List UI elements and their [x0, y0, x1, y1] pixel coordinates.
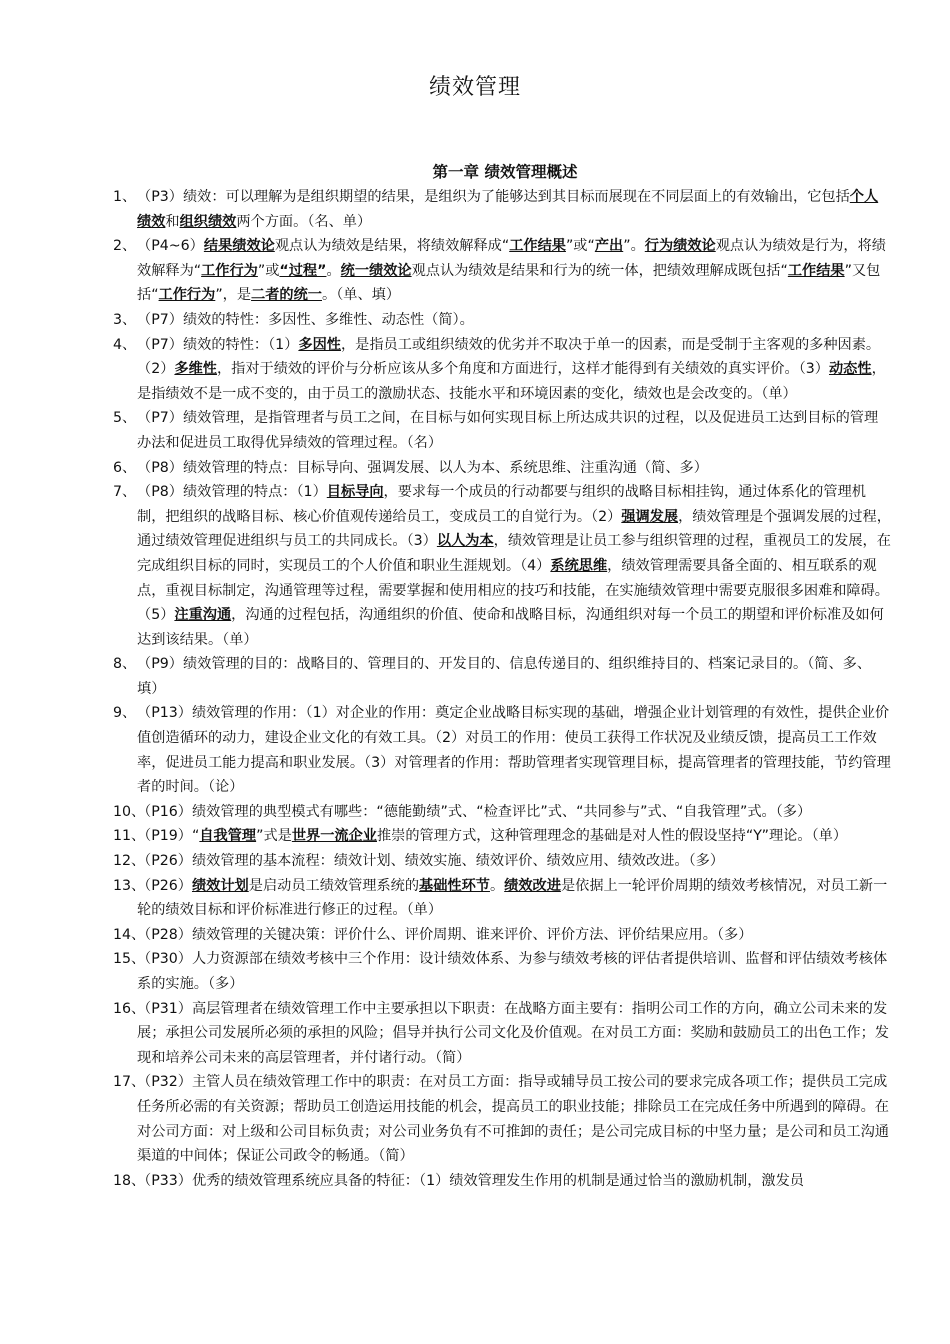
- list-item: [0, 800, 950, 825]
- item-text: ”或“: [565, 238, 595, 255]
- item-text: （P31）高层管理者在绩效管理工作中主要承担以下职责：在战略方面主要有：指明公司工作的方向，确立公司未来的发展；承担公司发展所必须的承担的风险；倡导并执行公司文化及价值观。在对员工方面：奖励和鼓励员工的出色工作；发现和培养公司未来的高层管理者，并付诸行动。（简）: [137, 1000, 889, 1066]
- numbered-list: [0, 185, 950, 1193]
- key-term: 工作结果: [509, 238, 566, 255]
- item-text: 。: [326, 262, 341, 279]
- item-number: 14、: [113, 926, 146, 943]
- key-term: 统一绩效论: [340, 262, 412, 279]
- item-text: （P32）主管人员在绩效管理工作中的职责：在对员工方面：指导或辅导员工按公司的要求完成各项工作；提供员工完成任务所必需的有关资源；帮助员工创造运用技能的机会，提高员工的职业技能；排除员工在完成任务中所遇到的障碍。在对公司方面：对上级和公司目标负责；对公司业务负有不可推卸的责任；是公司完成目标的中坚力量；是公司和员工沟通渠道的中间体；保证公司政令的畅通。（简）: [137, 1074, 889, 1165]
- list-item: [0, 947, 950, 996]
- item-text: ，沟通的过程包括，沟通组织的价值、使命和战略目标，沟通组织对每一个员工的期望和评价标准及如何达到该结果。（单）: [137, 607, 884, 648]
- item-text: 观点认为绩效是结果和行为的统一体，把绩效理解成既包括“: [411, 262, 788, 279]
- item-text: （P26）绩效管理的基本流程：绩效计划、绩效实施、绩效评价、绩效应用、绩效改进。（多）: [137, 853, 725, 870]
- item-number: 4、: [113, 336, 137, 353]
- item-number: 16、: [113, 1000, 146, 1017]
- item-text: （P9）绩效管理的目的：战略目的、管理目的、开发目的、信息传递目的、组织维持目的、档案记录目的。（简、多、填）: [137, 656, 872, 697]
- list-item: [0, 849, 950, 874]
- list-item: [0, 1070, 950, 1168]
- item-text: ，指对于绩效的评价与分析应该从多个角度和方面进行，这样才能得到有关绩效的真实评价。（3）: [216, 361, 829, 378]
- item-text: （P8）绩效管理的特点：目标导向、强调发展、以人为本、系统思维、注重沟通（简、多）: [137, 459, 708, 476]
- item-text: （P8）绩效管理的特点：（1）: [137, 484, 327, 501]
- key-term: 产出: [594, 238, 624, 255]
- item-text: ，是指员工或组织绩效的优劣并不取决于单一的因素，而是受制于主客观的多种因素。（2）: [137, 336, 881, 378]
- item-text: ，要求每一个成员的行动都要与组织的战略目标相挂钩，通过体系化的管理机制，把组织的战略目标、核心价值观传递给员工，变成员工的自觉行为。（2）: [137, 484, 866, 525]
- item-text: ，是指绩效不是一成不变的，由于员工的激励状态、技能水平和环境因素的变化，绩效也是会改变的。（单）: [137, 361, 886, 402]
- item-number: 1、: [113, 189, 137, 205]
- item-number: 3、: [113, 311, 137, 328]
- chapter-heading: 第一章 绩效管理概述: [432, 163, 578, 181]
- item-number: 18、: [113, 1172, 146, 1189]
- item-text: ”式是: [256, 828, 292, 845]
- key-term: 世界一流企业: [291, 828, 377, 845]
- key-term: 二者的统一: [251, 287, 322, 304]
- key-term: 系统思维: [550, 557, 608, 574]
- key-term: 绩效计划: [191, 877, 249, 894]
- item-text: （P33）优秀的绩效管理系统应具备的特征：（1）绩效管理发生作用的机制是通过恰当的激励机制，激发员: [137, 1172, 804, 1189]
- item-text: ，绩效管理是让员工参与组织管理的过程，重视员工的发展，在完成组织目标的同时，实现员工的个人价值和职业生涯规划。（4）: [137, 533, 891, 574]
- item-text: ”。: [623, 238, 645, 255]
- item-number: 8、: [113, 656, 137, 673]
- item-number: 15、: [113, 951, 146, 968]
- key-term: 个人绩效: [137, 189, 879, 230]
- item-text: ”，是: [215, 287, 252, 304]
- item-number: 9、: [113, 705, 137, 722]
- item-text: 。: [489, 877, 505, 894]
- item-text: （P4~6）: [137, 238, 204, 255]
- list-item: [0, 333, 950, 407]
- item-text: 两个方面。（名、单）: [236, 213, 372, 230]
- item-text: （P7）绩效的特性：（1）: [137, 336, 299, 353]
- item-text: （P19）“: [137, 828, 200, 845]
- item-text: ，绩效管理需要具备全面的、相互联系的观点，重视目标制定，沟通管理等过程，需要掌握和使用相应的技巧和技能，在实施绩效管理中需要克服很多困难和障碍。（5）: [137, 557, 889, 624]
- item-text: （P7）绩效管理，是指管理者与员工之间，在目标与如何实现目标上所达成共识的过程，以及促进员工达到目标的管理办法和促进员工取得优异绩效的管理过程。（名）: [137, 410, 879, 451]
- item-text: 推崇的管理方式，这种管理理念的基础是对人性的假设坚持“Y”理论。（单）: [376, 828, 848, 845]
- key-term: 强调发展: [621, 508, 679, 525]
- key-term: “过程”: [279, 262, 327, 279]
- item-number: 7、: [113, 484, 137, 501]
- key-term: 目标导向: [326, 484, 384, 501]
- key-term: 基础性环节: [419, 877, 490, 894]
- item-text: （P13）绩效管理的作用：（1）对企业的作用：奠定企业战略目标实现的基础，增强企业计划管理的有效性，提供企业价值创造循环的动力，建设企业文化的有效工具。（2）对员工的作用：使员工获得工作状况及业绩反馈，提高员工工作效率，促进员工能力提高和职业发展。（3）对管理者的作用：帮助管理者实现管理目标，提高管理者的管理技能，节约管理者的时间。（论）: [137, 705, 891, 796]
- item-text: 观点认为绩效是结果，将绩效解释成“: [274, 238, 510, 255]
- list-item: [0, 701, 950, 799]
- item-text: （P7）绩效的特性：多因性、多维性、动态性（简）。: [137, 311, 474, 328]
- list-item: [0, 185, 950, 234]
- key-term: 行为绩效论: [644, 238, 716, 255]
- key-term: 以人为本: [436, 533, 494, 550]
- key-term: 自我管理: [199, 828, 257, 845]
- item-text: ”或: [257, 262, 280, 279]
- key-term: 多因性: [298, 336, 341, 353]
- item-number: 6、: [113, 459, 137, 476]
- item-number: 12、: [113, 853, 146, 870]
- key-term: 工作行为: [201, 262, 258, 279]
- item-text: 是启动员工绩效管理系统的: [248, 877, 420, 894]
- item-text: （P28）绩效管理的关键决策：评价什么、评价周期、谁来评价、评价方法、评价结果应用。（多）: [137, 926, 753, 943]
- item-number: 2、: [113, 238, 137, 255]
- list-item: [0, 923, 950, 948]
- list-item: [0, 308, 950, 333]
- key-term: 结果绩效论: [203, 238, 275, 255]
- key-term: 工作结果: [787, 262, 845, 279]
- item-text: （P3）绩效：可以理解为是组织期望的结果，是组织为了能够达到其目标而展现在不同层面上的有效输出，它包括: [137, 189, 850, 205]
- item-number: 10、: [113, 803, 146, 820]
- list-item: [0, 234, 950, 308]
- key-term: 组织绩效: [179, 213, 237, 230]
- document-title: 绩效管理: [428, 75, 521, 100]
- item-text: ”又包括“: [137, 262, 881, 304]
- key-term: 工作行为: [158, 287, 216, 304]
- list-item: [0, 874, 950, 923]
- item-number: 11、: [113, 828, 146, 845]
- key-term: 绩效改进: [504, 877, 561, 894]
- item-text: 。（单、填）: [322, 287, 401, 304]
- list-item: [0, 1169, 950, 1194]
- item-text: （P16）绩效管理的典型模式有哪些：“德能勤绩”式、“检查评比”式、“共同参与”式、“自我管理”式。（多）: [137, 803, 812, 820]
- item-text: （P30）人力资源部在绩效考核中三个作用：设计绩效体系、为参与绩效考核的评估者提供培训、监督和评估绩效考核体系的实施。（多）: [137, 951, 888, 992]
- list-item: [0, 824, 950, 849]
- list-item: [0, 456, 950, 481]
- list-item: [0, 997, 950, 1071]
- key-term: 多维性: [174, 361, 217, 378]
- list-item: [0, 406, 950, 455]
- list-item: [0, 652, 950, 701]
- item-number: 17、: [113, 1074, 146, 1091]
- item-text: 和: [165, 213, 180, 230]
- item-number: 5、: [113, 410, 137, 427]
- item-text: 观点认为绩效是行为，将绩效解释为“: [137, 238, 886, 279]
- item-text: （P26）: [137, 877, 192, 894]
- list-item: [0, 480, 950, 652]
- item-text: ，绩效管理是个强调发展的过程，通过绩效管理促进组织与员工的共同成长。（3）: [137, 508, 891, 550]
- key-term: 动态性: [828, 361, 872, 378]
- item-number: 13、: [113, 877, 146, 894]
- item-text: 是依据上一轮评价周期的绩效考核情况，对员工新一轮的绩效目标和评价标准进行修正的过程。（单）: [137, 877, 888, 919]
- key-term: 注重沟通: [174, 607, 232, 624]
